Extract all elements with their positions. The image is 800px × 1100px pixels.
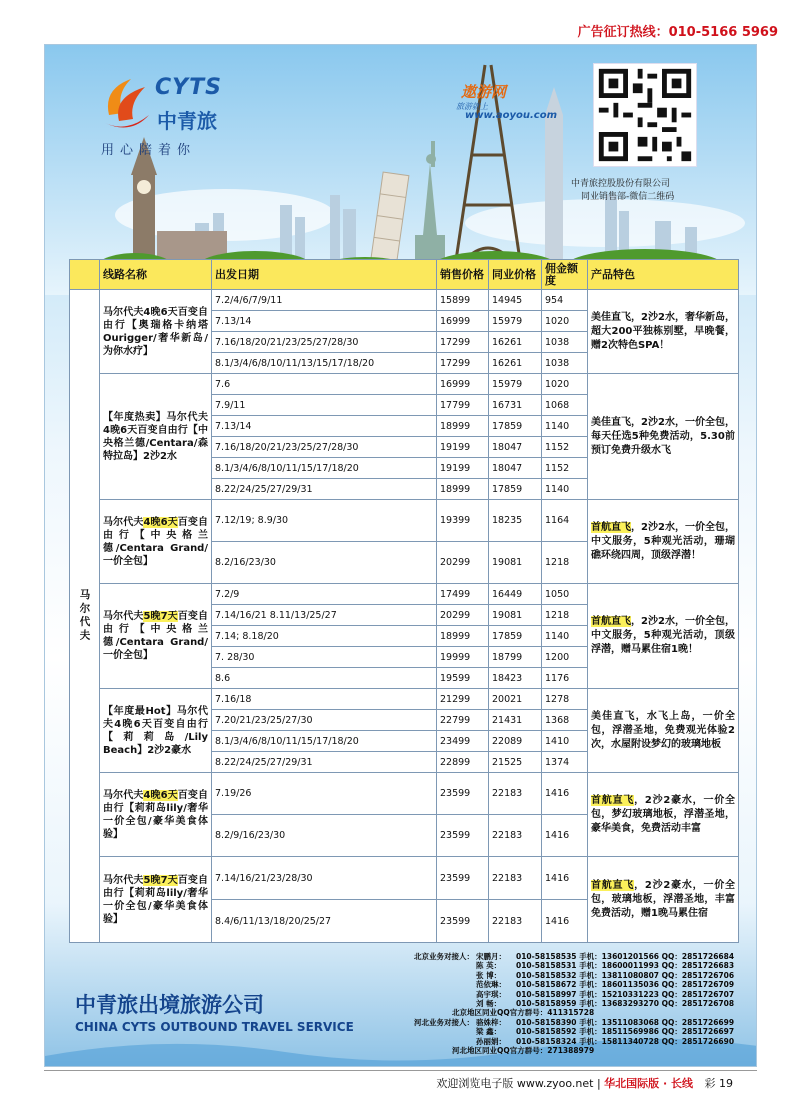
sale-price: 18999 [437, 479, 489, 500]
product-name: 【年度热卖】马尔代夫4晚6天百变自由行【中央格兰德/Centara/森特拉岛】2沙2水 [100, 374, 212, 500]
departure-date: 7.13/14 [212, 311, 437, 332]
contact-details: 010-58158532 手机：13811080807 QQ：2851726706 [516, 970, 735, 980]
contact-details: 010-58158672 手机：18601135036 QQ：2851726709 [516, 980, 735, 990]
product-features [588, 500, 739, 584]
peer-price: 16449 [489, 584, 542, 605]
peer-price: 22183 [489, 900, 542, 943]
col-header-route: 线路名称 [100, 260, 212, 290]
contact-row [396, 961, 768, 970]
peer-price: 15979 [489, 311, 542, 332]
contact-name: 高宇琪： [476, 989, 506, 999]
product-name [100, 773, 212, 857]
product-name-prefix: 马尔代夫 [103, 516, 144, 528]
footer-website[interactable]: 欢迎浏览电子版 www.zyoo.net [436, 1077, 594, 1090]
table-row [70, 773, 739, 815]
contact-name: 孙丽娟： [476, 1036, 506, 1046]
departure-date: 8.1/3/4/6/8/10/11/15/17/18/20 [212, 731, 437, 752]
peer-price: 22183 [489, 773, 542, 815]
product-name [100, 857, 212, 943]
sale-price: 17299 [437, 353, 489, 374]
departure-date: 8.2/16/23/30 [212, 542, 437, 584]
departure-date: 8.4/6/11/13/18/20/25/27 [212, 900, 437, 943]
hebei-contacts-label: 河北业务对接人： [414, 1017, 474, 1027]
product-name-prefix: 马尔代夫 [103, 874, 144, 886]
sale-price: 19599 [437, 668, 489, 689]
commission: 1020 [542, 374, 588, 395]
footer-section: 华北国际版 · 长线 [604, 1077, 693, 1090]
contact-details: 010-58158959 手机：13683293270 QQ：2851726708 [516, 999, 735, 1009]
contact-row [396, 971, 768, 980]
brand-en: CYTS [155, 75, 222, 100]
departure-date: 7.14/16/21/23/28/30 [212, 857, 437, 900]
commission: 1368 [542, 710, 588, 731]
contact-row [396, 990, 768, 999]
product-features: 美佳直飞，水飞上岛，一价全包，浮潜圣地，免费观光体验2次，水屋附设梦幻的玻璃地板 [588, 689, 739, 773]
table-row [70, 857, 739, 900]
departure-date: 7.13/14 [212, 416, 437, 437]
sale-price: 23599 [437, 900, 489, 943]
departure-date: 8.6 [212, 668, 437, 689]
contact-row [396, 952, 768, 961]
aoyou-url[interactable]: www.aoyou.com [465, 110, 558, 121]
commission: 1374 [542, 752, 588, 773]
commission: 1140 [542, 416, 588, 437]
peer-price: 21431 [489, 710, 542, 731]
peer-price: 18047 [489, 458, 542, 479]
route-price-table [69, 259, 739, 943]
commission: 1152 [542, 458, 588, 479]
feature-text: ，2沙2水，一价全包，中文服务，5种观光活动，顶级浮潜，赠马累住宿1晚！ [591, 616, 736, 655]
product-name-suffix: 百变自由行【中央格兰德/Centara Grand/一价全包】 [103, 611, 209, 661]
contact-name: 骆姝梓： [476, 1017, 506, 1027]
departure-date: 7.16/18/20/21/23/25/27/28/30 [212, 437, 437, 458]
brand-slogan: 用心陪着你 [101, 143, 197, 158]
product-name [100, 584, 212, 689]
page-footer [44, 1070, 757, 1090]
contact-details: 010-58158531 手机：18600011993 QQ：2851726683 [516, 961, 735, 971]
peer-price: 17859 [489, 416, 542, 437]
aoyou-tagline: 旅游就上 [456, 102, 488, 111]
peer-price: 17859 [489, 479, 542, 500]
departure-date: 7.9/11 [212, 395, 437, 416]
sale-price: 19399 [437, 500, 489, 542]
sale-price: 17499 [437, 584, 489, 605]
peer-price: 20021 [489, 689, 542, 710]
commission: 1140 [542, 479, 588, 500]
commission: 1164 [542, 500, 588, 542]
sale-price: 23499 [437, 731, 489, 752]
qr-caption-dept: 同业销售部-微信二维码 [581, 192, 675, 202]
aoyou-logo: 遨游网 [461, 83, 507, 101]
departure-date: 8.22/24/25/27/29/31 [212, 752, 437, 773]
commission: 1410 [542, 731, 588, 752]
peer-price: 17859 [489, 626, 542, 647]
peer-price: 18799 [489, 647, 542, 668]
col-header-features: 产品特色 [588, 260, 739, 290]
contact-row [396, 1018, 768, 1027]
peer-price: 22183 [489, 815, 542, 857]
feature-highlight: 首航直飞 [591, 879, 635, 891]
departure-date: 7. 28/30 [212, 647, 437, 668]
feature-highlight: 首航直飞 [591, 794, 635, 806]
col-header-sale-price: 销售价格 [437, 260, 489, 290]
table-row [70, 689, 739, 710]
contact-name: 张 博： [476, 970, 502, 980]
product-features [588, 584, 739, 689]
spacer [396, 1027, 476, 1036]
commission: 1416 [542, 900, 588, 943]
brand-cn: 中青旅 [157, 109, 217, 133]
contact-details: 010-58158997 手机：15210331223 QQ：2851726707 [516, 989, 735, 999]
spacer [396, 971, 476, 980]
peer-price: 18423 [489, 668, 542, 689]
product-features [588, 857, 739, 943]
commission: 1152 [542, 437, 588, 458]
departure-date: 8.2/9/16/23/30 [212, 815, 437, 857]
peer-price: 15979 [489, 374, 542, 395]
departure-date: 7.2/9 [212, 584, 437, 605]
departure-date: 8.1/3/4/6/8/10/11/13/15/17/18/20 [212, 353, 437, 374]
sale-price: 15899 [437, 290, 489, 311]
duration-highlight: 4晚6天 [143, 516, 178, 528]
peer-price: 18235 [489, 500, 542, 542]
contact-list [396, 952, 768, 1055]
peer-price: 19081 [489, 542, 542, 584]
table-row [70, 374, 739, 395]
peer-price: 16261 [489, 353, 542, 374]
commission: 1416 [542, 857, 588, 900]
peer-price: 16731 [489, 395, 542, 416]
sale-price: 18999 [437, 626, 489, 647]
sale-price: 19199 [437, 437, 489, 458]
departure-date: 7.16/18/20/21/23/25/27/28/30 [212, 332, 437, 353]
commission: 1038 [542, 353, 588, 374]
peer-price: 22183 [489, 857, 542, 900]
sale-price: 20299 [437, 542, 489, 584]
contact-row [396, 1037, 768, 1046]
contact-details: 010-58158390 手机：13511083068 QQ：2851726699 [516, 1017, 735, 1027]
col-header-commission: 佣金额度 [542, 260, 588, 290]
peer-price: 22089 [489, 731, 542, 752]
departure-date: 8.1/3/4/6/8/10/11/15/17/18/20 [212, 458, 437, 479]
sale-price: 20299 [437, 605, 489, 626]
spacer [396, 980, 476, 989]
commission: 1218 [542, 605, 588, 626]
spacer [396, 990, 476, 999]
table-row [70, 290, 739, 311]
duration-highlight: 4晚6天 [143, 789, 178, 801]
product-name-prefix: 马尔代夫 [103, 789, 144, 801]
table-row [70, 584, 739, 605]
departure-date: 7.6 [212, 374, 437, 395]
commission: 1020 [542, 311, 588, 332]
product-features: 美佳直飞，2沙2水，奢华新岛，超大200平独栋别墅，早晚餐，赠2次特色SPA！ [588, 290, 739, 374]
product-name: 马尔代夫4晚6天百变自由行【奥瑞格卡纳塔Ourigger/奢华新岛/为你水疗】 [100, 290, 212, 374]
beijing-qq-group: 北京地区同业QQ官方群号：411315728 [452, 1008, 595, 1018]
cyts-logo-icon [101, 75, 153, 135]
product-name: 【年度最Hot】马尔代夫4晚6天百变自由行【莉莉岛/Lily Beach】2沙2豪水 [100, 689, 212, 773]
departure-date: 7.14; 8.18/20 [212, 626, 437, 647]
table-row [70, 500, 739, 542]
departure-date: 8.22/24/25/27/29/31 [212, 479, 437, 500]
commission: 1068 [542, 395, 588, 416]
region-cell: 马尔代夫 [70, 290, 100, 943]
col-region-header [70, 260, 100, 290]
contact-row [396, 1027, 768, 1036]
col-header-date: 出发日期 [212, 260, 437, 290]
contact-name: 陈 英： [476, 961, 502, 971]
sale-price: 19199 [437, 458, 489, 479]
qr-caption-company: 中青旅控股股份有限公司 [571, 179, 671, 189]
hebei-qq-group: 河北地区同业QQ官方群号：271388979 [452, 1046, 595, 1056]
departure-date: 7.2/4/6/7/9/11 [212, 290, 437, 311]
departure-date: 7.14/16/21 8.11/13/25/27 [212, 605, 437, 626]
sale-price: 22799 [437, 710, 489, 731]
sale-price: 17799 [437, 395, 489, 416]
peer-price: 18047 [489, 437, 542, 458]
contact-name: 宋鹏月： [476, 952, 506, 961]
wechat-qr-code [593, 63, 697, 167]
duration-highlight: 5晚7天 [143, 611, 178, 622]
commission: 1176 [542, 668, 588, 689]
sale-price: 21299 [437, 689, 489, 710]
company-name-en: CHINA CYTS OUTBOUND TRAVEL SERVICE [75, 1020, 354, 1034]
footer-page-number: 彩 19 [704, 1077, 733, 1090]
contact-name: 梁 鑫： [476, 1027, 502, 1037]
sale-price: 19999 [437, 647, 489, 668]
sale-price: 23599 [437, 857, 489, 900]
sale-price: 23599 [437, 815, 489, 857]
table-header-row [70, 260, 739, 290]
product-features: 美佳直飞，2沙2水，一价全包，每天任选5种免费活动，5.30前预订免费升级水飞 [588, 374, 739, 500]
sale-price: 16999 [437, 374, 489, 395]
contact-row [396, 980, 768, 989]
sale-price: 17299 [437, 332, 489, 353]
commission: 1140 [542, 626, 588, 647]
peer-price: 16261 [489, 332, 542, 353]
product-name-prefix: 马尔代夫 [103, 611, 144, 622]
sale-price: 18999 [437, 416, 489, 437]
sale-price: 22899 [437, 752, 489, 773]
product-name-suffix: 百变自由行【莉莉岛lily/奢华一价全包/豪华美食体验】 [103, 789, 209, 840]
departure-date: 7.19/26 [212, 773, 437, 815]
ad-hotline: 广告征订热线：010-5166 5969 [577, 25, 778, 40]
spacer [396, 961, 476, 970]
contact-details: 010-58158592 手机：18511569986 QQ：2851726697 [516, 1027, 735, 1037]
commission: 1416 [542, 815, 588, 857]
sale-price: 16999 [437, 311, 489, 332]
departure-date: 7.16/18 [212, 689, 437, 710]
departure-date: 7.20/21/23/25/27/30 [212, 710, 437, 731]
col-header-peer-price: 同业价格 [489, 260, 542, 290]
contact-name: 刘 畅： [476, 999, 502, 1009]
feature-text: ，2沙2豪水，一价全包，梦幻玻璃地板，浮潜圣地，豪华美食，免费活动丰富 [591, 794, 736, 834]
commission: 1278 [542, 689, 588, 710]
feature-highlight: 首航直飞 [591, 521, 632, 533]
duration-highlight: 5晚7天 [143, 874, 178, 886]
commission: 1038 [542, 332, 588, 353]
peer-price: 19081 [489, 605, 542, 626]
contact-name: 范依琳： [476, 980, 506, 990]
contact-details: 010-58158324 手机：15811340728 QQ：2851726690 [516, 1036, 735, 1046]
feature-text: ，2沙2豪水，一价全包，玻璃地板，浮潜圣地，丰富免费活动，赠1晚马累住宿 [591, 879, 736, 919]
sale-price: 23599 [437, 773, 489, 815]
contact-details: 010-58158535 手机：13601201566 QQ：2851726684 [516, 952, 735, 961]
feature-highlight: 首航直飞 [591, 616, 632, 627]
commission: 1050 [542, 584, 588, 605]
departure-date: 7.12/19; 8.9/30 [212, 500, 437, 542]
commission: 1218 [542, 542, 588, 584]
commission: 954 [542, 290, 588, 311]
spacer [396, 1037, 476, 1046]
footer-divider: | [596, 1077, 605, 1090]
commission: 1416 [542, 773, 588, 815]
product-name [100, 500, 212, 584]
product-name-suffix: 百变自由行【莉莉岛lily/奢华一价全包/豪华美食体验】 [103, 874, 209, 925]
peer-price: 21525 [489, 752, 542, 773]
product-features [588, 773, 739, 857]
peer-price: 14945 [489, 290, 542, 311]
feature-text: ，2沙2水，一价全包，中文服务，5种观光活动，珊瑚礁环绕四周，顶级浮潜！ [591, 521, 736, 561]
company-name-cn: 中青旅出境旅游公司 [75, 993, 264, 1017]
beijing-contacts-label: 北京业务对接人： [414, 952, 474, 961]
product-name-suffix: 百变自由行【中央格兰德/Centara Grand/一价全包】 [103, 516, 209, 567]
footer-text-group [436, 1075, 733, 1091]
commission: 1200 [542, 647, 588, 668]
